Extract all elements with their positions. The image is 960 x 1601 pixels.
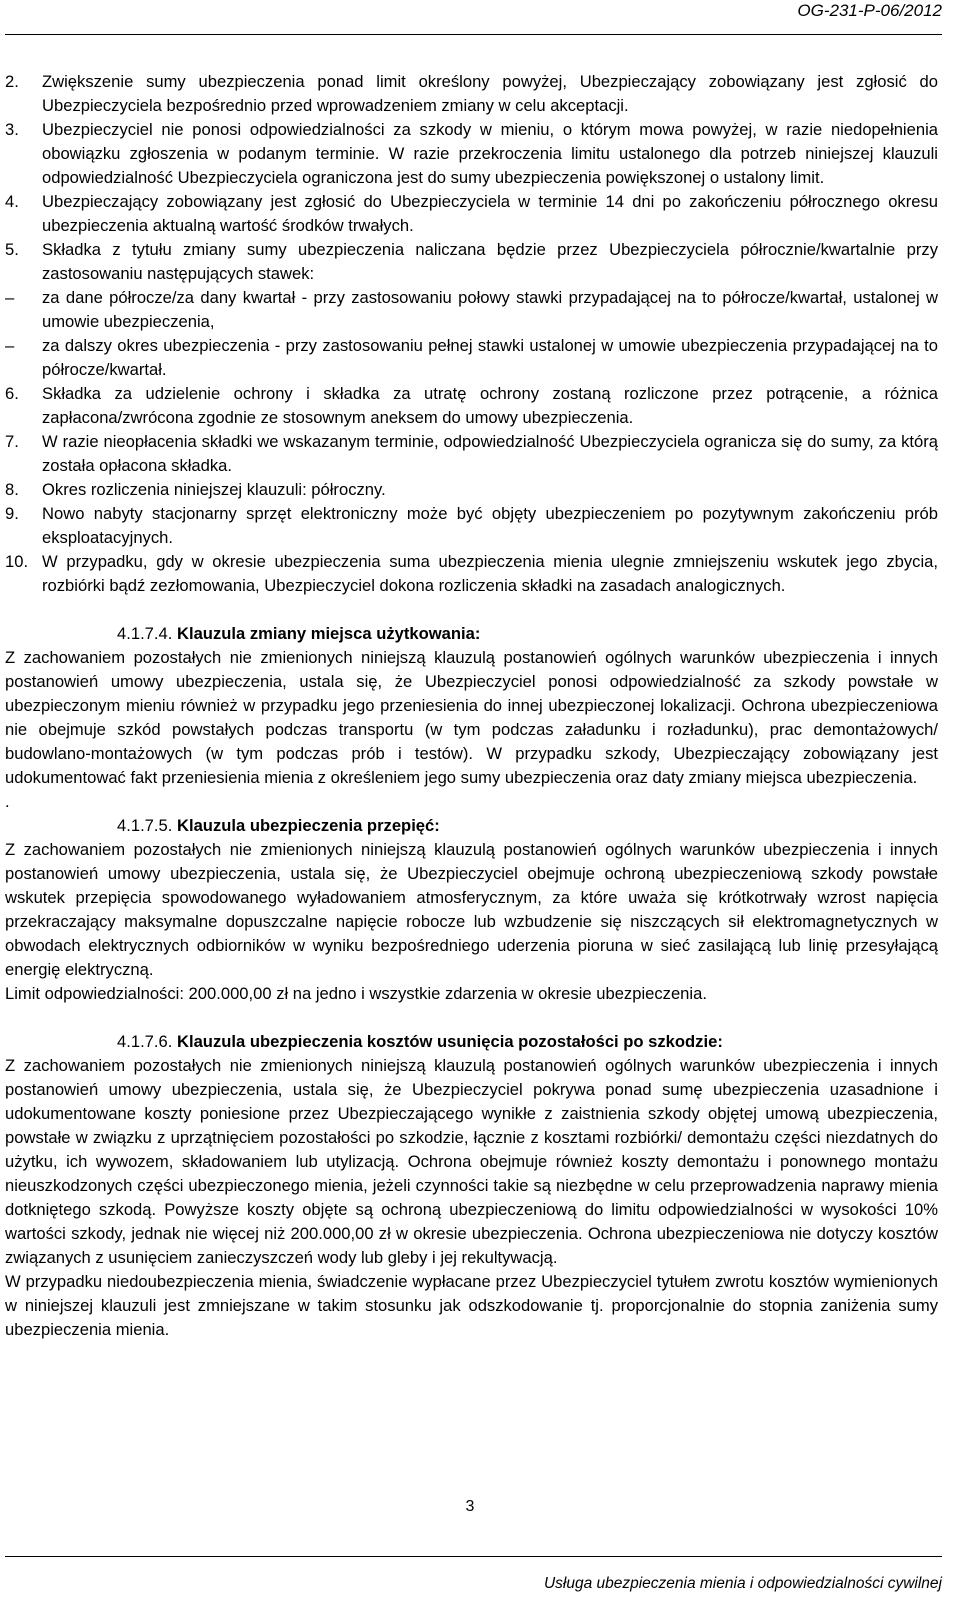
list-number: 4. <box>5 192 19 211</box>
list-item-3 <box>5 118 938 190</box>
dash-item-text: za dalszy okres ubezpieczenia - przy zastosowaniu pełnej stawki ustalonej w umowie ubezpieczenia przypadającej na to półrocze/kwartał. <box>42 336 938 379</box>
numbered-list <box>5 70 938 286</box>
dash-item <box>5 334 938 382</box>
list-item-2 <box>5 70 938 118</box>
dash-item <box>5 286 938 334</box>
section-4-1-7-4 <box>5 622 938 814</box>
list-item-text: Składka z tytułu zmiany sumy ubezpieczenia naliczana będzie przez Ubezpieczyciela półrocznie/kwartalnie przy zastosowaniu następujących stawek: <box>42 240 938 283</box>
section-4-1-7-6 <box>5 1030 938 1342</box>
list-item-text: Zwiększenie sumy ubezpieczenia ponad limit określony powyżej, Ubezpieczający zobowiązany jest zgłosić do Ubezpieczyciela bezpośrednio przed wprowadzeniem zmiany w celu akceptacji. <box>42 72 938 115</box>
list-item-8 <box>5 478 938 502</box>
dash-item-text: za dane półrocze/za dany kwartał - przy zastosowaniu połowy stawki przypadającej na to półrocze/kwartał, ustalonej w umowie ubezpieczenia, <box>42 288 938 331</box>
numbered-list-continued <box>5 382 938 598</box>
list-item-text: W przypadku, gdy w okresie ubezpieczenia suma ubezpieczenia mienia ulegnie zmniejszeniu wskutek jego zbycia, rozbiórki bądź zezłomowania, Ubezpieczyciel dokona rozliczenia składki na zasadach analogicznych. <box>42 552 938 595</box>
dash-marker: – <box>5 336 15 355</box>
list-number: 10. <box>5 552 29 571</box>
list-number: 7. <box>5 432 19 451</box>
section-paragraph: W przypadku niedoubezpieczenia mienia, świadczenie wypłacane przez Ubezpieczyciel tytułem zwrotu kosztów wymienionych w niniejszej klauzuli jest zmniejszane w takim stosunku jak odszkodowanie tj. proporcjonalnie do stopnia zaniżenia sumy ubezpieczenia mienia. <box>5 1272 938 1339</box>
list-number: 5. <box>5 240 19 259</box>
page-number: 3 <box>465 1498 475 1515</box>
section-heading <box>5 1030 938 1054</box>
section-paragraph: Z zachowaniem pozostałych nie zmienionych niniejszą klauzulą postanowień ogólnych warunków ubezpieczenia i innych postanowień umowy ubezpieczenia, ustala się, że Ubezpieczyciel obejmuje ochroną ubezpieczeniową szkody powstałe wskutek przepięcia spowodowanego wyładowaniem atmosferycznym, za które uważa się krótkotrwały wzrost napięcia przekraczający maksymalne dopuszczalne napięcie robocze lub wzbudzenie się niszczących sił elektromagnetycznych w obwodach elektrycznych odbiorników w wyniku bezpośredniego uderzenia pioruna w sieć zasilającą lub linię przesyłającą energię elektryczną. <box>5 840 938 979</box>
section-heading <box>5 814 938 838</box>
dash-marker: – <box>5 288 15 307</box>
footer-rule <box>5 1556 942 1557</box>
list-number: 2. <box>5 72 19 91</box>
list-item-text: Składka za udzielenie ochrony i składka za utratę ochrony zostaną rozliczone przez potrącenie, a różnica zapłacona/zwrócona zgodnie ze stosownym aneksem do umowy ubezpieczenia. <box>42 384 938 427</box>
document-body <box>5 70 938 1342</box>
list-item-9 <box>5 502 938 550</box>
header-doc-ref: OG-231-P-06/2012 <box>797 1 942 20</box>
section-number: 4.1.7.5. <box>117 816 173 835</box>
list-item-5 <box>5 238 938 286</box>
section-title: Klauzula ubezpieczenia kosztów usunięcia pozostałości po szkodzie: <box>176 1032 723 1051</box>
list-item-text: Ubezpieczający zobowiązany jest zgłosić do Ubezpieczyciela w terminie 14 dni po zakończeniu półrocznego okresu ubezpieczenia aktualną wartość środków trwałych. <box>42 192 938 235</box>
list-number: 8. <box>5 480 19 499</box>
liability-limit: Limit odpowiedzialności: 200.000,00 zł na jedno i wszystkie zdarzenia w okresie ubezpieczenia. <box>5 984 707 1003</box>
list-item-text: Okres rozliczenia niniejszej klauzuli: półroczny. <box>42 480 386 499</box>
list-number: 3. <box>5 120 19 139</box>
list-item-text: W razie nieopłacenia składki we wskazanym terminie, odpowiedzialność Ubezpieczyciela ogranicza się do sumy, za którą została opłacona składka. <box>42 432 938 475</box>
list-item-text: Nowo nabyty stacjonarny sprzęt elektroniczny może być objęty ubezpieczeniem po pozytywnym zakończeniu prób eksploatacyjnych. <box>42 504 938 547</box>
list-item-6 <box>5 382 938 430</box>
section-4-1-7-5 <box>5 814 938 1006</box>
section-heading <box>5 622 938 646</box>
list-item-7 <box>5 430 938 478</box>
dash-list <box>5 286 938 382</box>
section-number: 4.1.7.4. <box>117 624 173 643</box>
section-title: Klauzula zmiany miejsca użytkowania: <box>176 624 481 643</box>
stray-dot: . <box>5 792 10 811</box>
section-number: 4.1.7.6. <box>117 1032 173 1051</box>
list-number: 9. <box>5 504 19 523</box>
list-item-4 <box>5 190 938 238</box>
footer-text: Usługa ubezpieczenia mienia i odpowiedzialności cywilnej <box>543 1575 942 1592</box>
section-title: Klauzula ubezpieczenia przepięć: <box>176 816 440 835</box>
list-item-10 <box>5 550 938 598</box>
header-rule <box>5 34 942 35</box>
list-item-text: Ubezpieczyciel nie ponosi odpowiedzialności za szkody w mieniu, o którym mowa powyżej, w razie niedopełnienia obowiązku zgłoszenia w podanym terminie. W razie przekroczenia limitu ustalonego dla potrzeb niniejszej klauzuli odpowiedzialność Ubezpieczyciela ograniczona jest do sumy ubezpieczenia powiększonej o ustalony limit. <box>42 120 938 187</box>
section-paragraph: Z zachowaniem pozostałych nie zmienionych niniejszą klauzulą postanowień ogólnych warunków ubezpieczenia i innych postanowień umowy ubezpieczenia, ustala się, że Ubezpieczyciel pokrywa ponad sumę ubezpieczenia uzasadnione i udokumentowane koszty poniesione przez Ubezpieczającego wynikłe z zaistnienia szkody objętej umową ubezpieczenia, powstałe w związku z uprzątnięciem pozostałości po szkodzie, łącznie z kosztami rozbiórki/ demontażu części niezdatnych do użytku, ich wywozem, składowaniem lub utylizacją. Ochrona obejmuje również koszty demontażu i ponownego montażu nieuszkodzonych części ubezpieczonego mienia, jeżeli czynności takie są niezbędne w celu przeprowadzenia naprawy mienia dotkniętego szkodą. Powyższe koszty objęte są ochroną ubezpieczeniową do limitu odpowiedzialności w wysokości 10% wartości szkody, jednak nie więcej niż 200.000,00 zł w okresie ubezpieczenia. Ochrona ubezpieczeniowa nie dotyczy kosztów związanych z usunięciem zanieczyszczeń wody lub gleby i jej rekultywacją. <box>5 1056 938 1267</box>
section-paragraph: Z zachowaniem pozostałych nie zmienionych niniejszą klauzulą postanowień ogólnych warunków ubezpieczenia i innych postanowień umowy ubezpieczenia, ustala się, że Ubezpieczyciel ponosi odpowiedzialność za szkody powstałe w ubezpieczonym mieniu również w przypadku jego przeniesienia do innej ubezpieczonej lokalizacji. Ochrona ubezpieczeniowa nie obejmuje szkód powstałych podczas transportu (w tym podczas załadunku i rozładunku), prac demontażowych/ budowlano-montażowych (w tym podczas prób i testów). W przypadku szkody, Ubezpieczający zobowiązany jest udokumentować fakt przeniesienia mienia z określeniem jego sumy ubezpieczenia oraz daty zmiany miejsca ubezpieczenia. <box>5 648 938 787</box>
list-number: 6. <box>5 384 19 403</box>
